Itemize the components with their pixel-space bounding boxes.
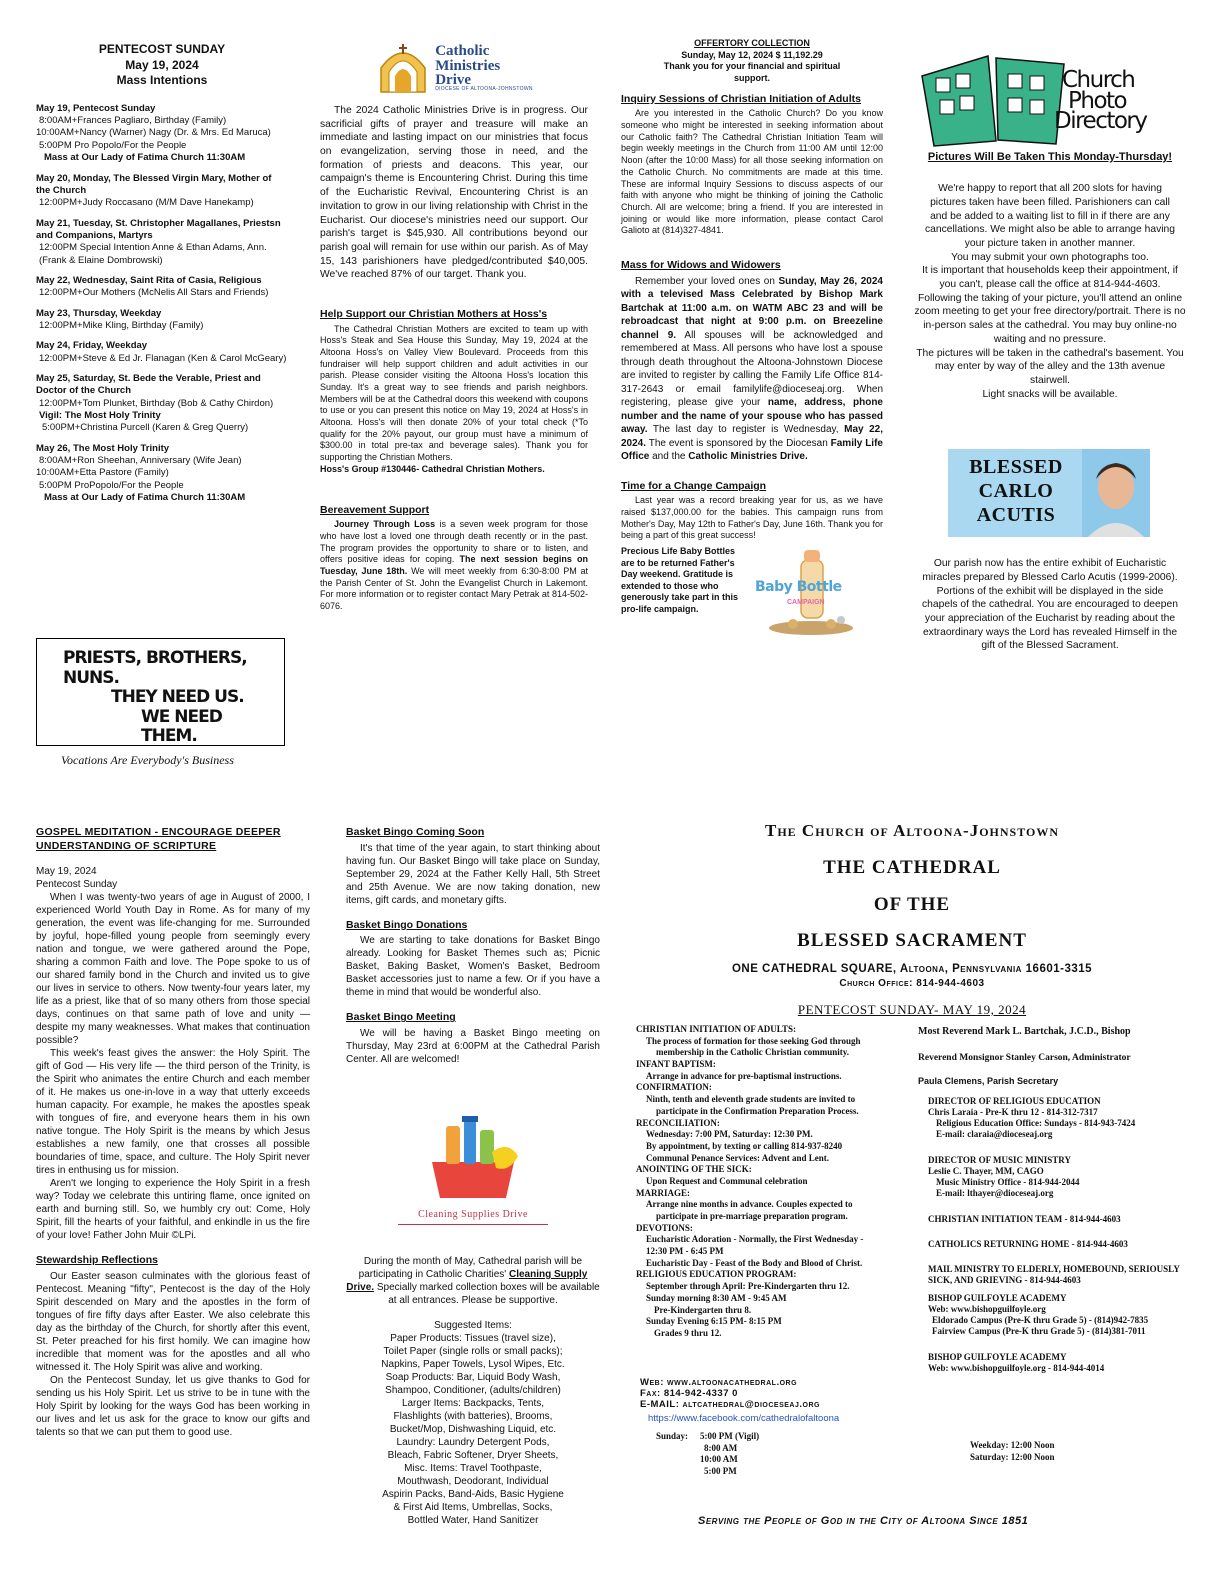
widows-bold3: May 22, 2024.: [621, 424, 884, 449]
cathedral-office: Church Office: 814-944-4603: [839, 978, 985, 990]
cmd-body: The 2024 Catholic Ministries Drive is in progress. Our sacrificial gifts of prayer and treasure will make an immediate and lasting impact on our ministries that focus on evangelization, serving those in need, and the formation of priests and deacons. This year, our campaign's theme is Encountering Christ. During this time of the Eucharistic Revival, Encountering Christ is an invitation to grow in our living relationship with Christ in the Eucharist. Our diocese's ministries need our support. Our parish's target is $45,930. All contributions beyond our parish goal will remain for use within our parish. As of May 15, 143 parishioners have pledged/contributed $40,005. We've reached 87% of our target. Thank you.: [320, 105, 588, 281]
stewardship-p2: On the Pentecost Sunday, let us give thanks to God for sending us his Holy Spirit. Let us strive to be in tune with the Holy Spirit by looking for the ways God has been working in our lives and let us ask for the grace to know our gifts and talents so that we can put them to good use.: [36, 1374, 310, 1438]
vocations-box: [36, 638, 285, 767]
photo-logo-text: [1054, 67, 1147, 135]
sacrament-detail: Eucharistic Day - Feast of the Body and Blood of Christ.: [646, 1257, 863, 1268]
facebook-link[interactable]: https://www.facebook.com/cathedralofaltoona: [648, 1412, 840, 1424]
cathedral-title2: THE CATHEDRAL: [823, 857, 1001, 879]
mass-day-title: May 25, Saturday, St. Bede the Verable, Priest and Doctor of the Church: [36, 372, 261, 397]
cleaning-item: Larger Items: Backpacks, Tents,: [401, 1397, 545, 1409]
column-3-top: [621, 38, 883, 638]
staff-administrator: Reverend Monsignor Stanley Carson, Administrator: [918, 1052, 1131, 1063]
mass-day-title: May 26, The Most Holy Trinity: [36, 442, 170, 454]
cleaning-logo-divider: [398, 1224, 548, 1225]
bereavement-text1: is a seven week program for those who have lost a loved one through death recently or in the past. The program provides the opportunity to share or to listen, and offers positive ideas for coping.: [320, 519, 588, 565]
mass-intentions: [36, 42, 288, 512]
gospel-day: Pentecost Sunday: [36, 879, 118, 891]
vocations-line2: THEY NEED US.: [111, 687, 244, 708]
column-4-top: [912, 40, 1188, 653]
saturday-mass: Saturday: 12:00 Noon: [970, 1451, 1055, 1462]
mass-day-title: May 24, Friday, Weekday: [36, 340, 148, 352]
mass-intention-line: 5:00PM ProPopolo/For the People: [39, 479, 184, 491]
bereavement-body: [320, 519, 588, 613]
carlo-banner-line2: CARLO: [978, 480, 1054, 503]
sunday-label: Sunday:: [656, 1431, 689, 1442]
inquiry-title: Inquiry Sessions of Christian Initiation of Adults: [621, 92, 861, 105]
sunday-time: 8:00 AM: [704, 1442, 738, 1453]
christian-initiation-team: CHRISTIAN INITIATION TEAM - 814-944-4603: [928, 1213, 1121, 1224]
cleaning-item: & First Aid Items, Umbrellas, Socks,: [393, 1501, 553, 1513]
mass-intention-line: 8:00AM+Ron Sheehan, Anniversary (Wife Jean): [39, 455, 242, 467]
column-2-top: [320, 42, 588, 613]
gospel-date: May 19, 2024: [36, 866, 97, 878]
sacrament-detail: Arrange in advance for pre-baptismal instructions.: [646, 1070, 842, 1081]
cathedral-title3: OF THE: [873, 893, 951, 915]
gospel-p2: This week's feast gives the answer: the Holy Spirit. The gift of God — His very life — the third person of the Trinity, is the Spirit who animates the entire Church and each member of it. He makes us one-in-love in a way that utterly exceeds human capacity. For example, he makes the apostles speak with tongues of fire, and everyone hears them in his own native tongue. The Holy Spirit is the means by which Jesus establishes a new family, one that crosses all possible boundaries of time, space, and culture. The Holy Spirit never tires in enthusing us for mission.: [36, 1048, 310, 1177]
gospel-p1: When I was twenty-two years of age in August of 2000, I experienced World Youth Day in Rome. As for many of my generation, the event was life-changing for me. Surrounded by joyful, hope-filled young people from seemingly every nation and tongue, we were gathered around the Pope, sharing a common Faith and love. The Pope spoke to us of our shared family bond in the Church and invited us to give our lives in service to others. Now twenty-four years later, my life as a priest, like that of so many others from those special days, continues on that same path of love and unity — despite my many weaknesses. What makes that continuation possible?: [36, 892, 310, 1047]
photo-logo-line2: Photo: [1068, 87, 1127, 114]
cathedral-title4: BLESSED SACRAMENT: [797, 930, 1027, 952]
cmd-logo-line2: Ministries: [435, 57, 501, 74]
mass-intention-line: 8:00AM+Frances Pagliaro, Birthday (Family): [39, 115, 227, 127]
change-bottom: [621, 546, 883, 638]
widows-bold2: name, address, phone number and the name of your spouse who has passed away.: [621, 397, 883, 436]
widows-text4: The event is sponsored by the Diocesan: [646, 437, 831, 449]
photo-title: Pictures Will Be Taken This Monday-Thursday!: [927, 151, 1173, 163]
sacrament-heading: ANOINTING OF THE SICK:: [636, 1164, 752, 1175]
hoss-group: Hoss's Group #130446- Cathedral Christian Mothers.: [320, 463, 545, 474]
cleaning-logo-text: Cleaning Supplies Drive: [418, 1208, 528, 1220]
column-2-bottom: [346, 826, 600, 1527]
sacrament-detail: Wednesday: 7:00 PM, Saturday: 12:30 PM.: [646, 1129, 813, 1140]
stewardship-p1: Our Easter season culminates with the glorious feast of Pentecost. Meaning "fifty", Pentecost is the day of the Holy Spirit descended on Mary and the apostles in the form of tongues of fire fifty days after Easter. We also celebrate this day as the birthday of the Church, for shortly after this event, St. Peter preached for his first homily. We can imagine how incredible that moment was for the apostles and all who witnessed it. The Holy Spirit was alive and working.: [36, 1270, 310, 1373]
sacrament-detail: Arrange nine months in advance. Couples expected to: [646, 1199, 853, 1210]
sacrament-heading: DEVOTIONS:: [636, 1222, 693, 1233]
baby-bottle-logo-text: Baby Bottle: [755, 578, 842, 595]
mass-intention-line: 10:00AM+Nancy (Warner) Nagy (Dr. & Mrs. Ed Maruca): [36, 127, 271, 139]
baby-bottle-logo-sub: CAMPAIGN: [787, 598, 825, 606]
cmd-logo-line3: Drive: [435, 71, 472, 88]
sacrament-detail: Communal Penance Services: Advent and Lent.: [646, 1152, 829, 1163]
sacrament-detail: membership in the Catholic Christian community.: [656, 1047, 850, 1058]
cleaning-item: Misc. Items: Travel Toothpaste,: [404, 1462, 542, 1474]
staff-bishop: Most Reverend Mark L. Bartchak, J.C.D., Bishop: [918, 1026, 1131, 1037]
vocations-line3: WE NEED THEM.: [141, 706, 222, 747]
cleaning-item: Mouthwash, Deodorant, Individual: [397, 1475, 549, 1487]
photo-body6: Light snacks will be available.: [982, 388, 1118, 400]
bga-block: [918, 1293, 1190, 1338]
sacrament-detail: September through April: Pre-Kindergarten thru 12.: [646, 1281, 850, 1292]
mass-day-title: May 20, Monday, The Blessed Virgin Mary, Mother of the Church: [36, 172, 272, 196]
sacrament-detail: participate in the Confirmation Preparation Process.: [656, 1105, 859, 1116]
cleaning-item: Laundry: Laundry Detergent Pods,: [396, 1436, 550, 1448]
sunday-mass-times: [640, 1431, 890, 1478]
bga-title: BISHOP GUILFOYLE ACADEMY: [928, 1292, 1067, 1303]
weekday-mass: Weekday: 12:00 Noon: [970, 1440, 1055, 1450]
widows-bold1: Sunday, May 26, 2024 with a televised Mass Celebrated by Bishop Mark Bartchak at 11:00 a.m. on WATM ABC 23 and will be rebroadcast that night at 9:00 p.m. on Breezeline channel 9.: [621, 275, 883, 341]
music-title: DIRECTOR OF MUSIC MINISTRY: [928, 1154, 1071, 1165]
column-1-bottom: [36, 826, 310, 1439]
cleaning-item: Flashlights (with batteries), Brooms,: [393, 1410, 553, 1422]
cleaning-item: Bucket/Mop, Dishwashing Liquid, etc.: [389, 1423, 557, 1435]
mass-day: [36, 340, 288, 365]
widows-text3: The last day to register is Wednesday,: [647, 424, 845, 436]
sacrament-detail: Sunday Evening 6:15 PM- 8:15 PM: [646, 1316, 782, 1327]
mass-intentions-list: [36, 103, 288, 505]
dre-email: E-mail: claraia@dioceseaj.org: [936, 1129, 1053, 1140]
catholics-returning-home: CATHOLICS RETURNING HOME - 814-944-4603: [928, 1238, 1128, 1249]
sacrament-detail: Grades 9 thru 12.: [654, 1327, 722, 1338]
sunday-time: 5:00 PM (Vigil): [700, 1431, 760, 1442]
mass-day: [36, 103, 288, 165]
bereavement-lead: Journey Through Loss: [334, 519, 436, 530]
mass-day: [36, 275, 288, 300]
bga-fairview: Fairview Campus (Pre-K thru Grade 5) - (814)381-7011: [932, 1326, 1146, 1337]
photo-logo-line1: Church: [1062, 67, 1135, 93]
cleaning-items-list: [346, 1332, 600, 1527]
cleaning-intro-text1: During the month of May, Cathedral parish will be participating in Catholic Charities': [358, 1255, 583, 1280]
cleaning-item: Shampoo, Conditioner, (adults/children): [385, 1384, 561, 1396]
sacrament-heading: RECONCILIATION:: [636, 1117, 720, 1128]
weekday-times: [970, 1440, 1130, 1463]
music-email: E-mail: lthayer@dioceseaj.org: [936, 1188, 1054, 1199]
mass-day-title: May 23, Thursday, Weekday: [36, 307, 162, 319]
staff-secretary: Paula Clemens, Parish Secretary: [918, 1076, 1059, 1087]
bga2-web: Web: www.bishopguilfoyle.org - 814-944-4014: [928, 1362, 1105, 1373]
mass-intention-line: 12:00PM+Tom Plunket, Birthday (Bob & Cathy Chirdon): [39, 397, 274, 409]
change-body: Last year was a record breaking year for us, as we have raised $137,000.00 for the babies. This campaign runs from Mother's Day, May 12th to Father's Day, June 16th. Thank you for being a part of this great success!: [621, 495, 883, 541]
gospel-title: GOSPEL MEDITATION - ENCOURAGE DEEPER UNDERSTANDING OF SCRIPTURE: [36, 826, 281, 852]
cmd-logo-line1: Catholic: [435, 43, 490, 60]
photo-body5: The pictures will be taken in the cathedral's basement. You may enter by way of the alley and the 13th avenue stairwell.: [916, 347, 1184, 386]
vigil-title: Vigil: The Most Holy Trinity: [39, 410, 161, 421]
sacrament-heading: INFANT BAPTISM:: [636, 1059, 716, 1070]
cleaning-item: Paper Products: Tissues (travel size),: [390, 1332, 556, 1344]
bingo-donations-body: We are starting to take donations for Basket Bingo already. Looking for Basket Themes such as; Picnic Basket, Baking Basket, Women's Basket, Bedroom Basket accessories just to name a few. Or if you have a theme in mind that would be wonderful also.: [346, 935, 600, 999]
mass-intention-line: 12:00PM+Mike Kling, Birthday (Family): [39, 319, 204, 331]
carlo-acutis-banner: [948, 449, 1150, 537]
sacrament-heading: CONFIRMATION:: [636, 1082, 712, 1093]
cleaning-item: Bleach, Fabric Softener, Dryer Sheets,: [387, 1449, 559, 1461]
sacrament-heading: RELIGIOUS EDUCATION PROGRAM:: [636, 1269, 797, 1280]
photo-body3: It is important that households keep their appointment, if you can't, please call the office at 814-944-4603.: [922, 265, 1178, 291]
music-office: Music Ministry Office - 814-944-2044: [936, 1177, 1080, 1188]
sacrament-detail: Eucharistic Adoration - Normally, the First Wednesday -: [646, 1234, 864, 1245]
change-title: Time for a Change Campaign: [621, 479, 767, 492]
widows-bold4: Family Life Office: [621, 437, 883, 463]
staff-directory: [918, 1026, 1190, 1374]
cleaning-suggested: Suggested Items:: [434, 1319, 512, 1331]
carlo-body: Our parish now has the entire exhibit of Eucharistic miracles prepared by Blessed Carlo Acutis (1999-2006). Portions of the exhibit will be displayed in the side chapels of the cathedral. You are encouraged to deepen your appreciation of the Eucharist by reading about the extraordinary ways the Lord has revealed Himself in the gift of the Blessed Sacrament.: [922, 558, 1178, 652]
cleaning-intro-underlined: Cleaning Supply Drive.: [346, 1268, 588, 1293]
mass-day: [36, 173, 288, 210]
sacrament-detail: Sunday morning 8:30 AM - 9:45 AM: [646, 1292, 787, 1303]
cathedral-masthead: [634, 820, 1190, 1033]
mass-day: [36, 443, 288, 505]
cathedral-web: Web: www.altoonacathedral.org: [640, 1377, 798, 1388]
music-director: Leslie C. Thayer, MM, CAGO: [928, 1165, 1044, 1176]
widows-title: Mass for Widows and Widowers: [621, 258, 781, 271]
mass-intention-line: 10:00AM+Etta Pastore (Family): [36, 467, 169, 479]
mass-day: [36, 218, 288, 267]
mass-intention-line: 5:00PM+Christina Purcell (Karen & Greg Querry): [42, 422, 249, 434]
hoss-body: The Cathedral Christian Mothers are excited to team up with Hoss's Steak and Sea House this Sunday, May 19, 2024 at the Altoona Hoss's on Valley View Boulevard. Proceeds from this fundraiser will help support children and adult activities in our parish. Please consider visiting the Altoona Hoss's location this Sunday. It's a great way to see friends and parish neighbors. Members will be at the Cathedral doors this weekend with coupons to use or you can present this notice on May 19, 2024 at Hoss's in Altoona. Hoss's will then donate 20% of your total check (*To qualify for the 20% payout, our group must have a minimum of $300.00 in total pre-tax and beverage sales). Thank you for supporting the Christian Mothers.: [320, 323, 588, 463]
widows-bold5: Catholic Ministries Drive.: [688, 451, 808, 463]
bga-web: Web: www.bishopguilfoyle.org: [928, 1303, 1046, 1314]
cathedral-address: ONE CATHEDRAL SQUARE, Altoona, Pennsylvania 16601-3315: [731, 963, 1093, 976]
bga2-title: BISHOP GUILFOYLE ACADEMY: [928, 1351, 1067, 1362]
mass-intention-line: 12:00PM+Our Mothers (McNelis All Stars and Friends): [39, 287, 269, 299]
bingo-soon-body: It's that time of the year again, to start thinking about having fun. Our Basket Bingo will take place on Sunday, September 29, 2024 at the Father Kelly Hall, 5th Street and 25th Avenue. We are now taking donation, new items, gift cards, and monetary gifts.: [346, 842, 600, 906]
cleaning-item: Soap Products: Bar, Liquid Body Wash,: [385, 1371, 561, 1383]
cmd-logo: [320, 42, 588, 94]
sacrament-detail: participate in pre-marriage preparation program.: [656, 1211, 848, 1221]
portrait-icon: [1082, 449, 1150, 537]
sunday-time: 10:00 AM: [700, 1454, 738, 1465]
widows-text1: Remember your loved ones on: [635, 275, 779, 287]
offertory-line1: Sunday, May 12, 2024 $ 11,192.29: [681, 49, 823, 60]
change-bold: Precious Life Baby Bottles are to be returned Father's Day weekend. Gratitude is extended to those who generously take part in this pro-life campaign.: [621, 545, 739, 614]
gospel-p3: Aren't we longing to experience the Holy Spirit in a fresh way? Today we celebrate this untiring flame, once ignited on earth and burning still. So, we humbly cry out: Come, Holy Spirit, fill the hearts of your faithful, and enkindle in us the fire of your love! Father John Muir ©LPi.: [36, 1178, 310, 1242]
mass-intention-line: 5:00PM Pro Popolo/For the People: [39, 139, 187, 151]
cleaning-logo: [346, 1112, 600, 1225]
cathedral-email: E-MAIL: altcathedral@dioceseaj.org: [640, 1398, 820, 1410]
hoss-title: Help Support our Christian Mothers at Hoss's: [320, 307, 548, 320]
fatima-mass-note: Mass at Our Lady of Fatima Church 11:30AM: [44, 152, 246, 164]
cathedral-fax: Fax: 814-942-4337 0: [640, 1387, 738, 1399]
cleaning-item: Toilet Paper (single rolls or small packs);: [383, 1345, 563, 1357]
inquiry-body: Are you interested in the Catholic Church? Do you know someone who might be interested in seeking information about our Catholic faith? The Cathedral Christian Initiation Team will begin weekly meetings in the Church from 11:00 AM until 12:00 Noon (after the 10:00 Mass) for all those seeking information on the Catholic Church. No commitments are made at this time. These are informal Inquiry Sessions to discuss aspects of our faith with anyone who might be thinking of joining the Catholic Church. All are welcome; bring a friend. If you are interested in joining or would like more information, please contact Carol Galioto at (814)327-4841.: [621, 108, 883, 236]
bereavement-text2: We will meet weekly from 6:30-8:00 PM at the Parish Center of St. John the Evangelist Church in Lakemont. For more information or to register contact Mary Petrak at 814-502-6076.: [320, 565, 588, 611]
widows-body: [621, 275, 883, 464]
photo-body2: You may submit your own photographs too.: [951, 251, 1149, 263]
photo-logo-line3: Directory: [1054, 108, 1147, 135]
photo-body4: Following the taking of your picture, you'll attend an online zoom meeting to get your free directory/portrait. There is no in-person sales at the cathedral. You may buy online-no waiting and no pressure.: [914, 292, 1186, 345]
bereavement-bold: The next session begins on Tuesday, June 18th.: [320, 554, 588, 576]
sacrament-heading: CHRISTIAN INITIATION OF ADULTS:: [636, 1024, 796, 1034]
bingo-meeting-body: We will be having a Basket Bingo meeting on Thursday, May 23rd at 6:00PM at the Cathedral Parish Center. All are welcomed!: [346, 1027, 600, 1065]
sacrament-detail: Upon Request and Communal celebration: [646, 1175, 808, 1186]
mass-day-title: May 19, Pentecost Sunday: [36, 102, 156, 114]
stewardship-title: Stewardship Reflections: [36, 1254, 158, 1267]
vocations-tagline: Vocations Are Everybody's Business: [61, 752, 234, 767]
bga-eldorado: Eldorado Campus (Pre-K thru Grade 5) - (814)942-7835: [932, 1315, 1149, 1326]
sunday-time: 5:00 PM: [704, 1466, 737, 1477]
dre-contact: Chris Laraia - Pre-K thru 12 - 814-312-7317: [928, 1106, 1098, 1117]
sacraments-list: [636, 1024, 890, 1340]
widows-text5: and the: [649, 451, 689, 463]
bereavement-title: Bereavement Support: [320, 503, 430, 516]
sacrament-detail: By appointment, by texting or calling 814-937-8240: [646, 1140, 843, 1151]
dre-office: Religious Education Office: Sundays - 814-943-7424: [936, 1118, 1136, 1129]
bingo-soon-title: Basket Bingo Coming Soon: [346, 826, 485, 838]
mail-ministry: MAIL MINISTRY TO ELDERLY, HOMEBOUND, SERIOUSLY SICK, AND GRIEVING - 814-944-4603: [928, 1264, 1180, 1286]
sacrament-detail: The process of formation for those seeking God through: [646, 1035, 861, 1046]
music-block: [918, 1155, 1190, 1200]
cleaning-intro-text2: Specially marked collection boxes will be available at all entrances. Please be supportive.: [374, 1281, 600, 1306]
carlo-banner-line3: ACUTIS: [976, 504, 1056, 527]
dre-block: [918, 1096, 1190, 1141]
mass-intentions-title3: Mass Intentions: [116, 73, 208, 88]
dre-title: DIRECTOR OF RELIGIOUS EDUCATION: [928, 1095, 1101, 1106]
footer-motto: Serving the People of God in the City of Altoona Since 1851: [698, 1515, 1029, 1527]
cleaning-intro: [346, 1255, 600, 1307]
cleaning-item: Aspirin Packs, Band-Aids, Basic Hygiene: [382, 1488, 564, 1500]
mass-day: [36, 308, 288, 333]
photo-body: We're happy to report that all 200 slots for having pictures taken have been filled. Parishioners can call and be added to a waiting list to fill in if there are any cancellations. We might also be able to arrange having your picture taken in another manner.: [925, 183, 1175, 250]
mass-intention-line: 12:00PM Special Intention Anne & Ethan Adams, Ann. (Frank & Elaine Dombrowski): [39, 242, 267, 266]
sacrament-detail: Pre-Kindergarten thru 8.: [654, 1304, 752, 1315]
offertory-line2: Thank you for your financial and spiritual support.: [663, 61, 841, 84]
cathedral-arch-icon: [375, 42, 431, 94]
cleaning-item: Napkins, Paper Towels, Lysol Wipes, Etc.: [381, 1358, 565, 1370]
mass-day-title: May 22, Wednesday, Saint Rita of Casia, Religious: [36, 274, 262, 286]
cathedral-date: PENTECOST SUNDAY- MAY 19, 2024: [797, 1002, 1027, 1018]
widows-text2: All spouses will be acknowledged and remembered at Mass. All persons who have lost a spouse through death throughout the Altoona-Johnstown Diocese are invited to register by calling the Family Life Office 814-317-2643 or email familylife@dioceseaj.org. When registering, please give your: [621, 329, 883, 409]
cmd-logo-sub: DIOCESE OF ALTOONA-JOHNSTOWN: [435, 86, 533, 92]
vocations-line1: PRIESTS, BROTHERS, NUNS.: [63, 648, 247, 688]
sacrament-heading: MARRIAGE:: [636, 1187, 690, 1198]
mass-day: [36, 373, 288, 435]
fatima-mass-note: Mass at Our Lady of Fatima Church 11:30AM: [44, 492, 246, 504]
sacrament-detail: 12:30 PM - 6:45 PM: [646, 1246, 724, 1257]
bingo-meeting-title: Basket Bingo Meeting: [346, 1011, 456, 1024]
mass-day-title: May 21, Tuesday, St. Christopher Magallanes, Priestsn and Companions, Martyrs: [36, 217, 281, 241]
mass-intentions-title1: PENTECOST SUNDAY: [98, 42, 226, 56]
photo-album-icon: [918, 46, 1078, 151]
cleaning-supplies-icon: [418, 1112, 528, 1204]
photo-directory-logo: [912, 40, 1188, 150]
mass-intention-line: 12:00PM+Judy Roccasano (M/M Dave Hanekamp): [39, 197, 254, 209]
bga2-block: [918, 1352, 1190, 1375]
baby-bottle-logo: [741, 546, 883, 638]
cathedral-title1: The Church of Altoona-Johnstown: [764, 821, 1060, 840]
cleaning-item: Bottled Water, Hand Sanitizer: [407, 1514, 539, 1526]
mass-intention-line: 12:00PM+Steve & Ed Jr. Flanagan (Ken & Carol McGeary): [39, 352, 287, 364]
contact-block: [640, 1378, 890, 1478]
bingo-donations-title: Basket Bingo Donations: [346, 918, 468, 931]
offertory-title: OFFERTORY COLLECTION: [694, 38, 810, 48]
mass-intentions-title2: May 19, 2024: [125, 57, 199, 72]
carlo-banner-line1: BLESSED: [969, 456, 1063, 479]
sacrament-detail: Ninth, tenth and eleventh grade students are invited to: [646, 1094, 856, 1105]
